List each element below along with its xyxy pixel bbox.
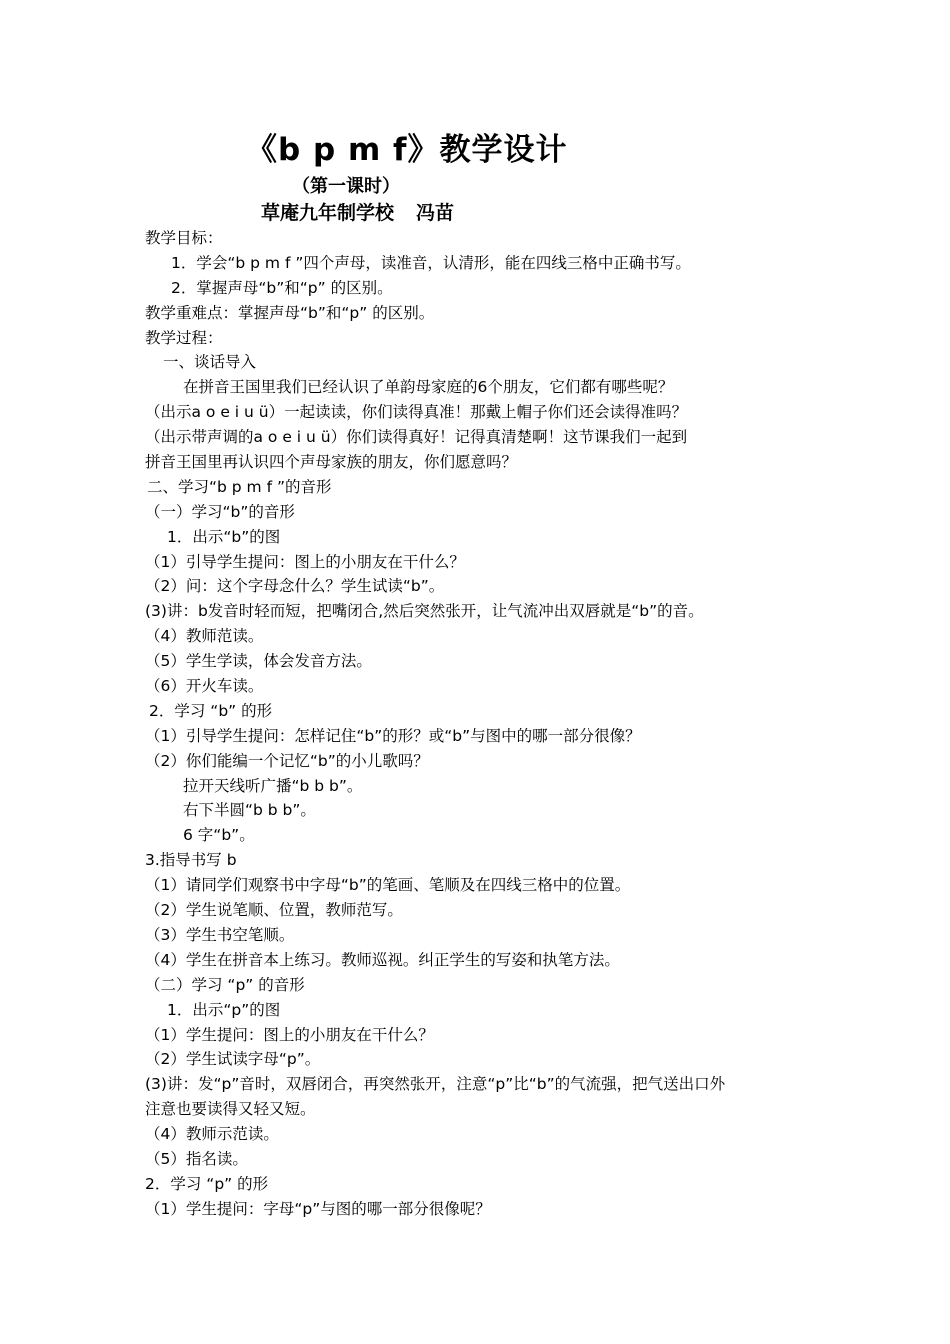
- text-line: 1．出示“b”的图: [167, 527, 281, 546]
- text-line: （5）指名读。: [145, 1149, 248, 1168]
- text-line: （4）学生在拼音本上练习。教师巡视。纠正学生的写姿和执笔方法。: [145, 950, 620, 969]
- text-line: 3.指导书写 b: [145, 851, 237, 870]
- text-line: （4）教师范读。: [145, 627, 264, 646]
- text-line: (3)讲：发“p”音时，双唇闭合，再突然张开，注意“p”比“b”的气流强，把气送出口外: [145, 1075, 726, 1094]
- text-line: 2．掌握声母“b”和“p” 的区别。: [171, 278, 393, 297]
- author-line: [261, 200, 454, 226]
- text-line: (3)讲：b发音时轻而短，把嘴闭合,然后突然张开，让气流冲出双唇就是“b”的音。: [145, 602, 704, 621]
- text-line: （出示a o e i u ü）一起读读，你们读得真准！那戴上帽子你们还会读得准吗？: [145, 403, 688, 422]
- text-line: （2）问：这个字母念什么？学生试读“b”。: [145, 577, 445, 596]
- text-line: （1）学生提问：图上的小朋友在干什么？: [145, 1025, 434, 1044]
- text-line: （出示带声调的a o e i u ü）你们读得真好！记得真清楚啊！这节课我们一起到: [145, 428, 688, 447]
- text-line: （2）你们能编一个记忆“b”的小儿歌吗？: [145, 751, 429, 770]
- document-title: 《b p m f》教学设计: [246, 132, 568, 168]
- text-line: 2．学习 “p” 的形: [145, 1174, 269, 1193]
- text-line: 教学重难点：掌握声母“b”和“p” 的区别。: [145, 303, 435, 322]
- text-line: （1）引导学生提问：图上的小朋友在干什么？: [145, 552, 465, 571]
- text-line: 教学目标：: [145, 229, 223, 247]
- text-line: （2）学生试读字母“p”。: [145, 1050, 321, 1069]
- text-line: 拼音王国里再认识四个声母家族的朋友，你们愿意吗？: [145, 453, 518, 472]
- text-line: （5）学生学读，体会发音方法。: [145, 652, 372, 671]
- document-body: [145, 226, 815, 1222]
- text-line: 在拼音王国里我们已经认识了单韵母家庭的6个朋友，它们都有哪些呢？: [183, 378, 674, 397]
- text-line: （1）请同学们观察书中字母“b”的笔画、笔顺及在四线三格中的位置。: [145, 876, 631, 895]
- document-subtitle: （第一课时）: [292, 176, 400, 197]
- text-line: 1．出示“p”的图: [167, 1000, 281, 1019]
- text-line: （6）开火车读。: [145, 677, 264, 696]
- text-line: 二、学习“b p m f ”的音形: [147, 477, 332, 496]
- text-line: 2．学习 “b” 的形: [149, 701, 273, 720]
- text-line: 6 字“b”。: [183, 826, 255, 845]
- text-line: （2）学生说笔顺、位置，教师范写。: [145, 901, 403, 920]
- text-line: 1．学会“b p m f ”四个声母，读准音，认清形，能在四线三格中正确书写。: [171, 253, 691, 272]
- text-line: （4）教师示范读。: [145, 1125, 279, 1144]
- text-line: 一、谈话导入: [163, 353, 257, 372]
- text-line: （3）学生书空笔顺。: [145, 925, 295, 944]
- text-line: （1）引导学生提问：怎样记住“b”的形？或“b”与图中的哪一部分很像？: [145, 726, 641, 745]
- text-line: 教学过程：: [145, 328, 223, 347]
- text-line: （一）学习“b”的音形: [145, 502, 295, 521]
- text-line: 注意也要读得又轻又短。: [145, 1100, 316, 1119]
- author-name: 冯苗: [416, 202, 455, 224]
- text-line: 拉开天线听广播“b b b”。: [183, 776, 363, 795]
- text-line: （1）学生提问：字母“p”与图的哪一部分很像呢？: [145, 1199, 491, 1218]
- text-line: （二）学习 “p” 的音形: [145, 975, 305, 994]
- author-school: 草庵九年制学校: [261, 202, 395, 224]
- text-line: 右下半圆“b b b”。: [183, 801, 316, 820]
